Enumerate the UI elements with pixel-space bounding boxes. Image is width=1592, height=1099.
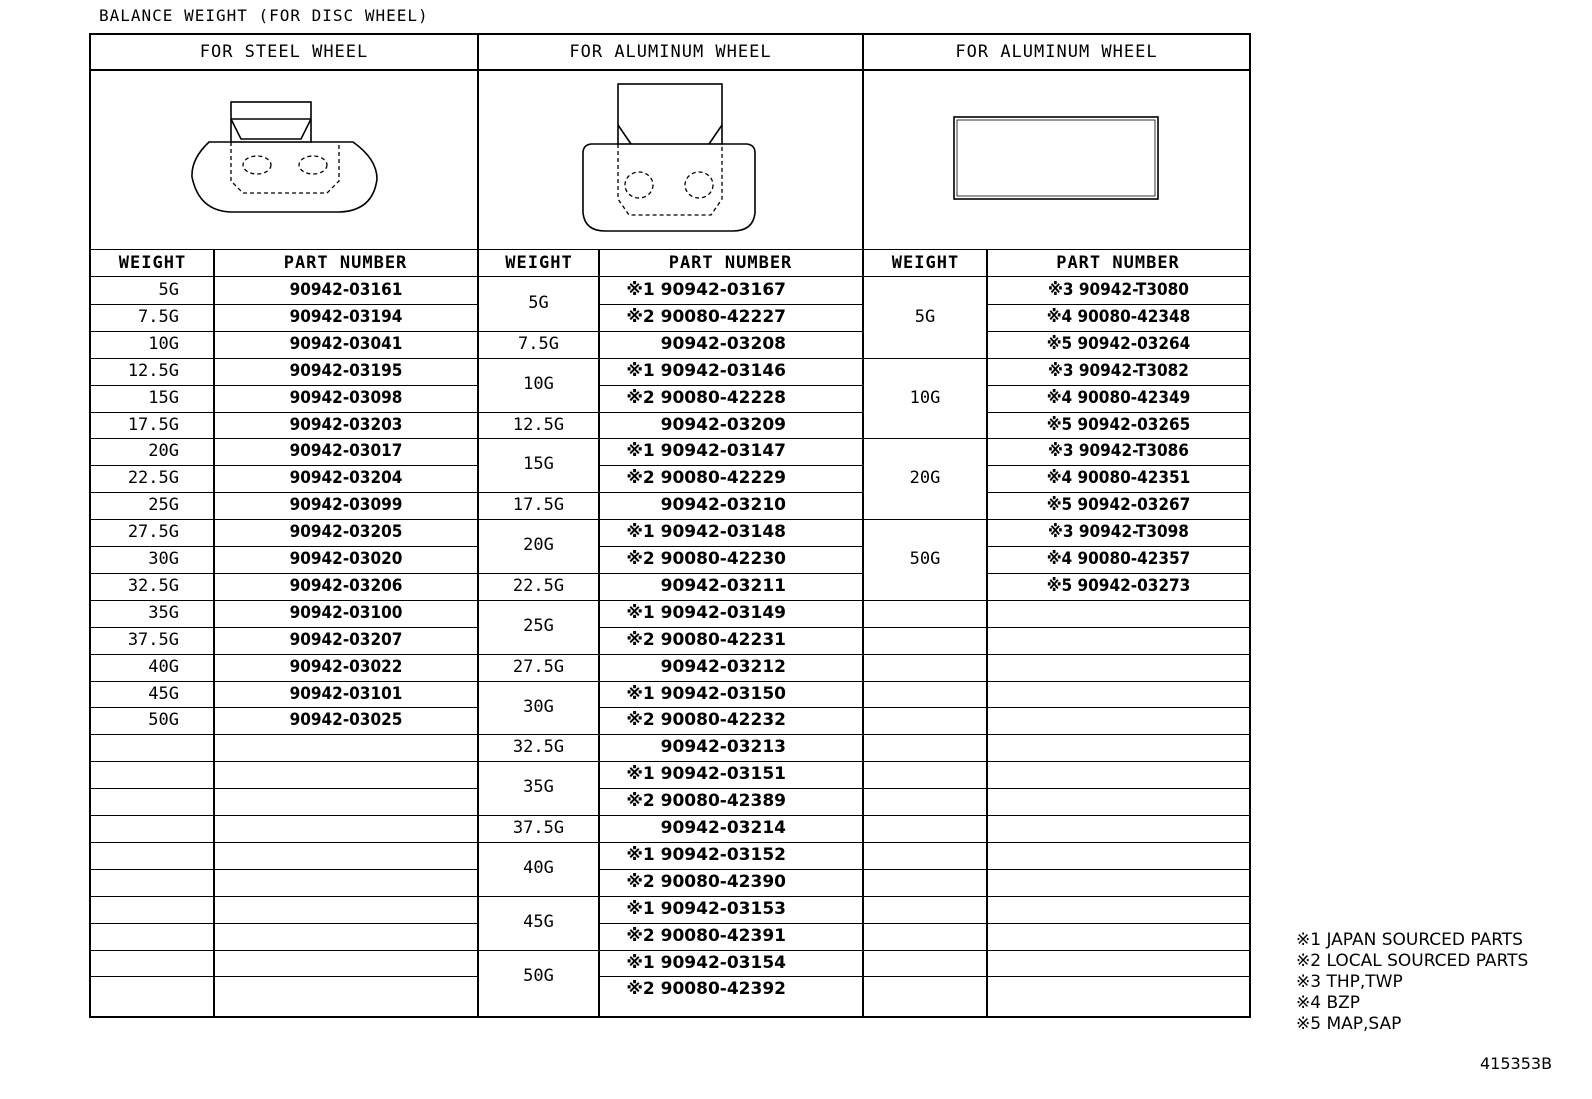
- adhesive-weight-drawing: [864, 69, 1249, 249]
- row-divider: [91, 412, 477, 413]
- weight-cell: 10G: [523, 373, 554, 394]
- part-number-cell: 90942-03207: [289, 629, 403, 650]
- section-heading: FOR STEEL WHEEL: [91, 35, 477, 71]
- row-divider: [91, 734, 477, 735]
- weight-cell: 5G: [158, 280, 179, 300]
- part-number-cell: 90942-03211: [660, 575, 786, 596]
- row-divider: [864, 627, 1249, 628]
- weight-cell: 30G: [148, 549, 179, 569]
- weight-cell: 5G: [914, 307, 936, 327]
- part-number-cell: 90942-03020: [289, 549, 403, 569]
- part-number-cell: 90942-03041: [289, 333, 403, 354]
- weight-column-header: WEIGHT: [91, 249, 214, 277]
- weight-cell: 7.5G: [518, 333, 559, 354]
- weight-cell: 10G: [148, 333, 179, 354]
- part-number-cell: ※2 90080-42231: [626, 629, 786, 650]
- row-divider: [864, 788, 1249, 789]
- figure-reference: 415353B: [1480, 1054, 1553, 1073]
- part-number-cell: ※2 90080-42390: [626, 871, 786, 892]
- row-divider: [91, 869, 477, 870]
- part-number-cell: ※1 90942-03149: [626, 602, 786, 623]
- part-number-cell: ※4 90080-42349: [1046, 387, 1191, 408]
- part-number-cell: 90942-03203: [289, 414, 403, 435]
- part-number-cell: 90942-03099: [289, 495, 403, 516]
- row-divider: [91, 681, 477, 682]
- part-number-cell: 90942-03100: [289, 602, 403, 623]
- row-divider: [864, 976, 1249, 977]
- row-divider: [864, 761, 1249, 762]
- row-divider: [864, 869, 1249, 870]
- part-number-cell: ※1 90942-03146: [626, 360, 786, 381]
- part-number-cell: 90942-03101: [289, 683, 403, 704]
- part-number-cell: 90942-03209: [660, 414, 786, 435]
- part-number-cell: 90942-03022: [289, 656, 403, 677]
- weight-cell: 20G: [148, 441, 179, 462]
- row-divider: [91, 519, 477, 520]
- aluminum-wheel-section-2: [862, 33, 1251, 1018]
- weight-cell: 35G: [523, 777, 554, 798]
- footnote: ※5 MAP,SAP: [1296, 1014, 1402, 1034]
- weight-cell: 27.5G: [512, 656, 565, 677]
- part-number-cell: ※1 90942-03150: [626, 683, 786, 704]
- row-divider: [91, 465, 477, 466]
- aluminum-wheel-section-1: [477, 33, 864, 1018]
- row-divider: [864, 896, 1249, 897]
- weight-cell: 17.5G: [512, 495, 565, 516]
- part-number-cell: ※5 90942-03273: [1046, 575, 1191, 596]
- row-divider: [91, 573, 477, 574]
- footnote: ※2 LOCAL SOURCED PARTS: [1296, 951, 1529, 971]
- weight-cell: 22.5G: [512, 575, 565, 596]
- row-divider: [91, 923, 477, 924]
- row-divider: [864, 654, 1249, 655]
- row-divider: [91, 600, 477, 601]
- weight-cell: 22.5G: [127, 468, 179, 489]
- weight-column-header: WEIGHT: [479, 249, 599, 277]
- weight-cell: 32.5G: [512, 737, 565, 758]
- part-number-cell: ※2 90080-42230: [626, 549, 786, 569]
- part-number-cell: 90942-03214: [660, 818, 786, 838]
- row-divider: [91, 304, 477, 305]
- weight-cell: 30G: [523, 696, 554, 717]
- part-number-cell: 90942-03205: [289, 522, 403, 543]
- weight-cell: 15G: [148, 387, 179, 408]
- weight-cell: 7.5G: [138, 306, 179, 327]
- row-divider: [91, 654, 477, 655]
- part-number-cell: 90942-03213: [660, 737, 786, 758]
- row-divider: [91, 761, 477, 762]
- weight-cell: 32.5G: [127, 575, 179, 596]
- part-number-cell: ※5 90942-03267: [1046, 495, 1191, 516]
- row-divider: [91, 950, 477, 951]
- row-divider: [91, 788, 477, 789]
- aluminum-clip-weight-drawing: [479, 69, 862, 249]
- part-number-cell: ※1 90942-03152: [626, 844, 786, 865]
- weight-cell: 20G: [909, 468, 941, 489]
- part-number-cell: 90942-03098: [289, 387, 403, 408]
- weight-cell: 17.5G: [127, 414, 179, 435]
- part-number-cell: ※5 90942-03264: [1046, 333, 1191, 354]
- row-divider: [91, 896, 477, 897]
- part-number-cell: ※4 90080-42351: [1046, 468, 1191, 489]
- page-title: BALANCE WEIGHT (FOR DISC WHEEL): [99, 6, 429, 25]
- weight-cell: 45G: [523, 911, 554, 932]
- row-divider: [864, 923, 1249, 924]
- part-number-cell: ※2 90080-42232: [626, 710, 786, 731]
- row-divider: [864, 842, 1249, 843]
- row-divider: [91, 331, 477, 332]
- weight-cell: 15G: [523, 454, 554, 475]
- row-divider: [864, 734, 1249, 735]
- row-divider: [91, 815, 477, 816]
- part-number-cell: 90942-03210: [660, 495, 786, 516]
- part-number-column-header: PART NUMBER: [599, 249, 862, 277]
- part-number-cell: ※1 90942-03147: [626, 441, 786, 462]
- footnote: ※1 JAPAN SOURCED PARTS: [1296, 930, 1523, 950]
- part-number-column-header: PART NUMBER: [214, 249, 477, 277]
- weight-cell: 12.5G: [127, 360, 179, 381]
- part-number-cell: ※4 90080-42348: [1046, 306, 1191, 327]
- steel-weight-drawing: [91, 69, 477, 249]
- row-divider: [864, 600, 1249, 601]
- weight-cell: 35G: [148, 602, 179, 623]
- part-number-cell: ※1 90942-03153: [626, 898, 786, 919]
- weight-cell: 40G: [148, 656, 179, 677]
- part-number-cell: ※5 90942-03265: [1046, 414, 1191, 435]
- row-divider: [91, 707, 477, 708]
- weight-cell: 37.5G: [127, 629, 179, 650]
- part-number-cell: ※2 90080-42227: [626, 306, 786, 327]
- part-number-cell: ※3 90942-T3080: [1048, 280, 1189, 300]
- part-number-cell: ※2 90080-42229: [626, 468, 786, 489]
- part-number-cell: 90942-03017: [289, 441, 403, 462]
- part-number-cell: 90942-03212: [660, 656, 786, 677]
- weight-cell: 27.5G: [127, 522, 179, 543]
- part-number-cell: 90942-03161: [289, 280, 403, 300]
- part-number-cell: 90942-03025: [289, 710, 403, 731]
- row-divider: [91, 492, 477, 493]
- part-number-cell: ※4 90080-42357: [1046, 549, 1191, 569]
- row-divider: [91, 976, 477, 977]
- part-number-cell: ※2 90080-42391: [626, 925, 786, 946]
- row-divider: [91, 438, 477, 439]
- part-number-cell: 90942-03194: [289, 306, 403, 327]
- part-number-cell: ※3 90942-T3082: [1048, 360, 1189, 381]
- part-number-cell: ※2 90080-42392: [626, 979, 786, 1000]
- part-number-cell: 90942-03206: [289, 575, 403, 596]
- part-number-cell: 90942-03204: [289, 468, 403, 489]
- part-number-cell: 90942-03195: [289, 360, 403, 381]
- weight-cell: 25G: [523, 615, 554, 636]
- weight-cell: 50G: [909, 549, 941, 570]
- row-divider: [864, 815, 1249, 816]
- weight-cell: 50G: [148, 710, 179, 731]
- row-divider: [91, 385, 477, 386]
- part-number-cell: ※2 90080-42389: [626, 791, 786, 812]
- part-number-column-header: PART NUMBER: [987, 249, 1249, 277]
- weight-cell: 12.5G: [512, 414, 565, 435]
- row-divider: [91, 627, 477, 628]
- row-divider: [91, 358, 477, 359]
- part-number-cell: ※1 90942-03154: [626, 952, 786, 973]
- part-number-cell: ※1 90942-03167: [626, 280, 786, 300]
- row-divider: [864, 681, 1249, 682]
- weight-column-header: WEIGHT: [864, 249, 987, 277]
- footnote: ※4 BZP: [1296, 993, 1361, 1013]
- row-divider: [91, 842, 477, 843]
- weight-cell: 20G: [523, 535, 554, 556]
- footnotes: [1296, 930, 1528, 1035]
- part-number-cell: ※3 90942-T3098: [1048, 522, 1189, 543]
- weight-cell: 5G: [528, 293, 549, 313]
- part-number-cell: 90942-03208: [660, 333, 786, 354]
- row-divider: [864, 950, 1249, 951]
- weight-cell: 50G: [523, 965, 554, 986]
- part-number-cell: ※1 90942-03151: [626, 764, 786, 785]
- part-number-cell: ※2 90080-42228: [626, 387, 786, 408]
- weight-cell: 10G: [909, 387, 941, 408]
- weight-cell: 25G: [148, 495, 179, 516]
- row-divider: [91, 546, 477, 547]
- part-number-cell: ※3 90942-T3086: [1048, 441, 1189, 462]
- section-heading: FOR ALUMINUM WHEEL: [479, 35, 862, 71]
- weight-cell: 37.5G: [512, 818, 565, 838]
- part-number-cell: ※1 90942-03148: [626, 522, 786, 543]
- steel-wheel-section: [89, 33, 479, 1018]
- weight-cell: 45G: [148, 683, 179, 704]
- footnote: ※3 THP,TWP: [1296, 972, 1403, 992]
- weight-cell: 40G: [523, 857, 554, 878]
- section-heading: FOR ALUMINUM WHEEL: [864, 35, 1249, 71]
- row-divider: [864, 707, 1249, 708]
